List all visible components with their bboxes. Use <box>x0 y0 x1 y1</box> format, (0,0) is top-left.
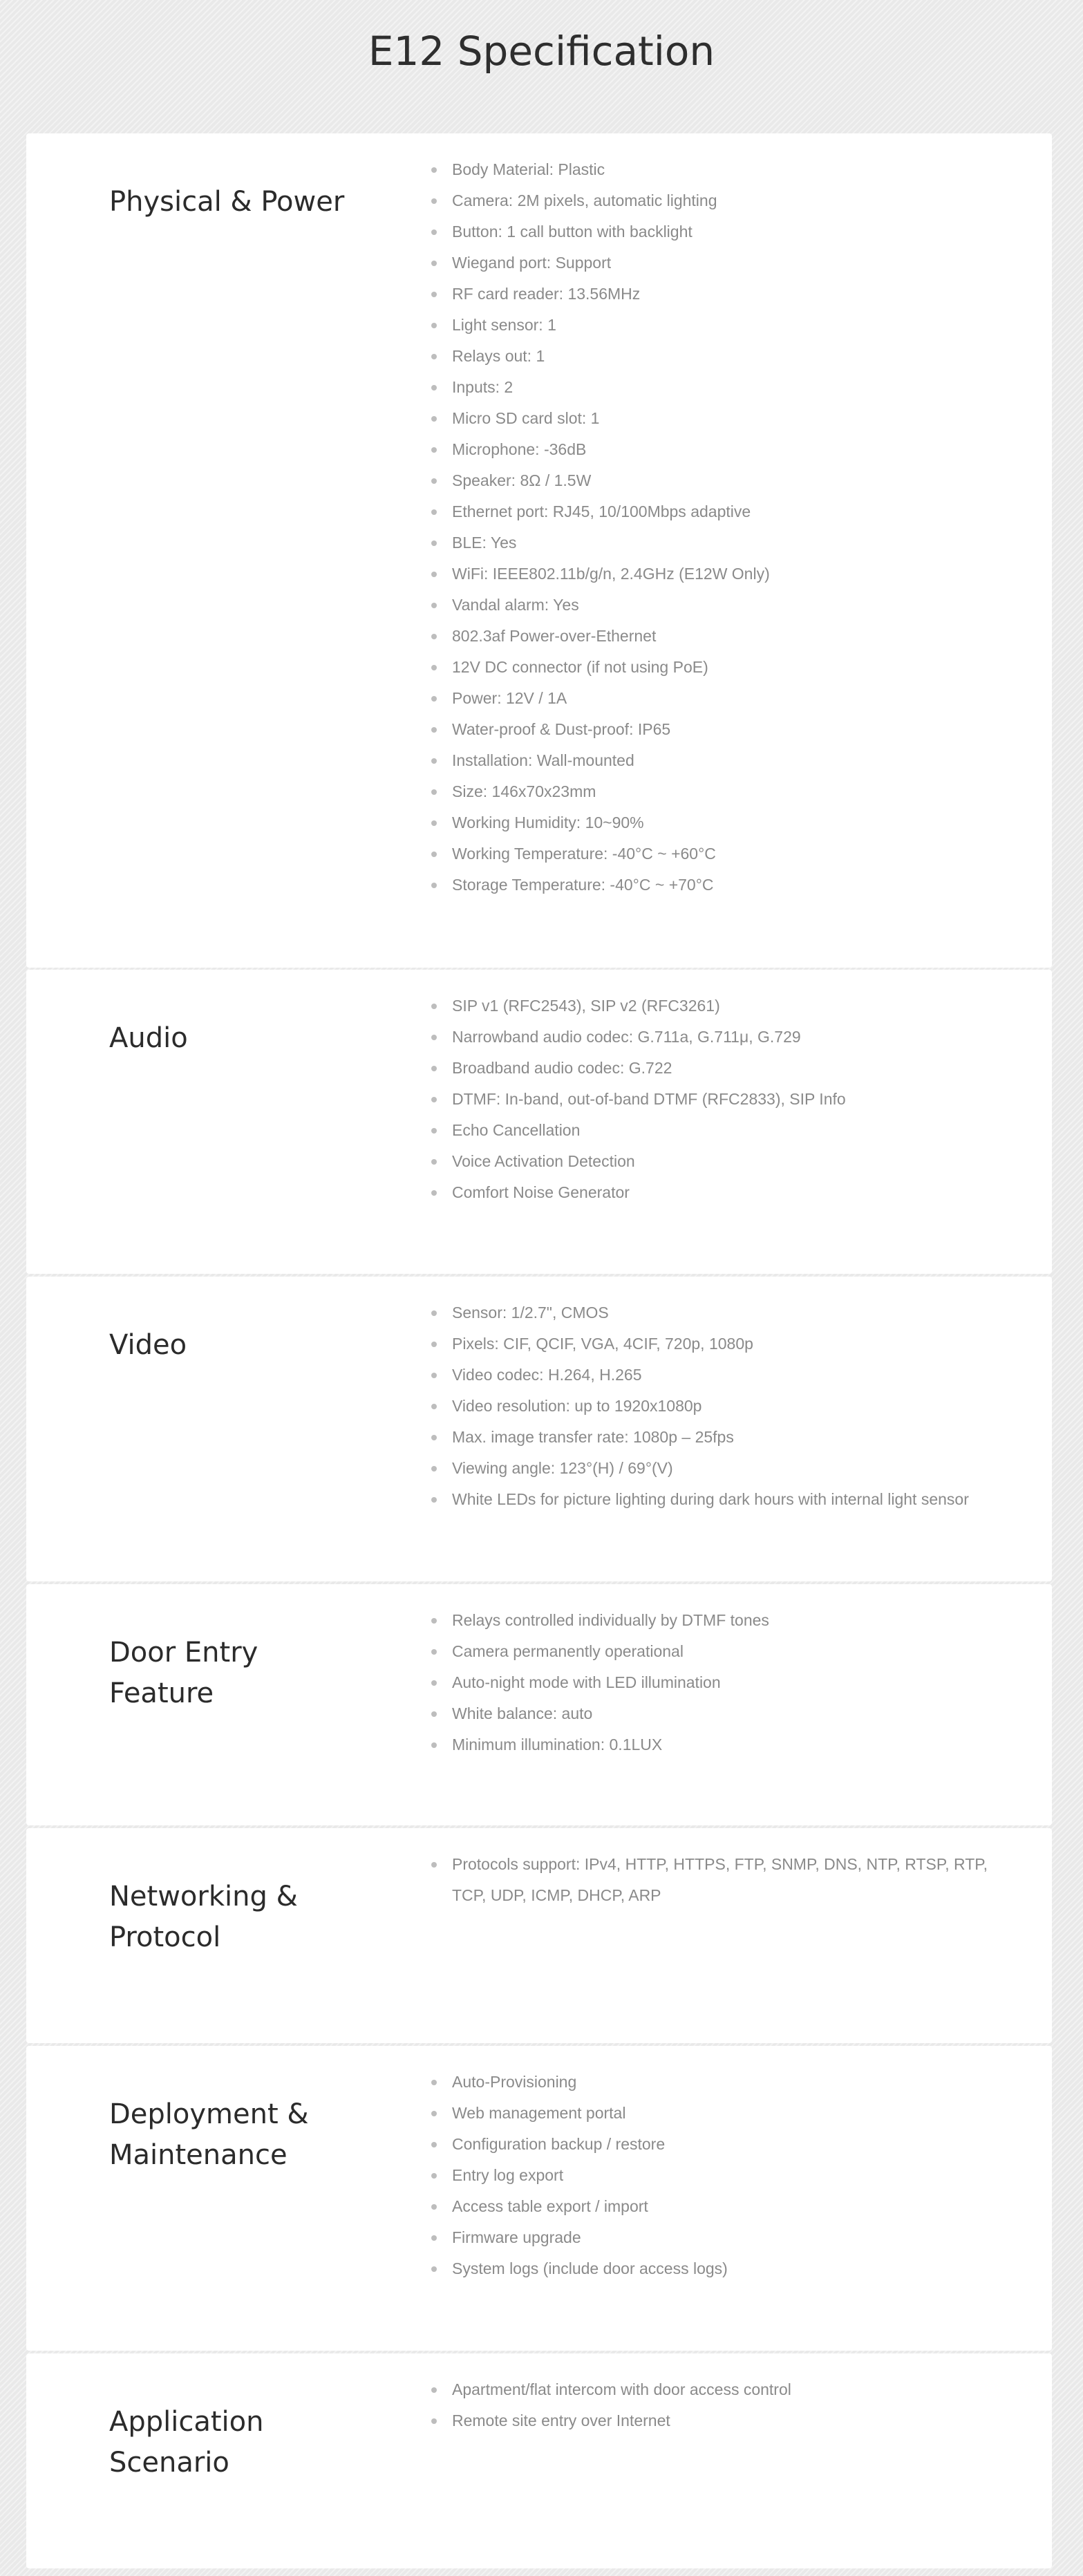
spec-list-item: Inputs: 2 <box>429 372 1009 403</box>
spec-list-item: BLE: Yes <box>429 527 1009 558</box>
section-heading: Networking & Protocol <box>109 1881 298 1953</box>
spec-list <box>429 1605 1009 1760</box>
spec-list-item: Light sensor: 1 <box>429 310 1009 341</box>
spec-list-item: Configuration backup / restore <box>429 2129 1009 2160</box>
spec-list <box>429 1297 1009 1515</box>
spec-list <box>429 2067 1009 2284</box>
spec-list-item: Installation: Wall-mounted <box>429 745 1009 776</box>
spec-list-item: SIP v1 (RFC2543), SIP v2 (RFC3261) <box>429 990 1009 1022</box>
spec-list-item: Web management portal <box>429 2098 1009 2129</box>
spec-list <box>429 990 1009 1208</box>
spec-list-item: Camera permanently operational <box>429 1636 1009 1667</box>
spec-list-item: Video resolution: up to 1920x1080p <box>429 1391 1009 1422</box>
section-heading: Door Entry Feature <box>109 1637 258 1709</box>
spec-list-item: 12V DC connector (if not using PoE) <box>429 652 1009 683</box>
section-heading: Deployment & Maintenance <box>109 2098 309 2171</box>
spec-list-item: Entry log export <box>429 2160 1009 2191</box>
spec-section-audio <box>26 970 1052 1274</box>
spec-list-item: Comfort Noise Generator <box>429 1177 1009 1208</box>
spec-list-item: Apartment/flat intercom with door access control <box>429 2374 1009 2405</box>
spec-list-item: Echo Cancellation <box>429 1115 1009 1146</box>
spec-list-item: RF card reader: 13.56MHz <box>429 279 1009 310</box>
section-heading: Physical & Power <box>109 186 345 218</box>
spec-list-item: Working Temperature: -40°C ~ +60°C <box>429 838 1009 869</box>
spec-section-application-scenario <box>26 2353 1052 2568</box>
spec-list-item: Minimum illumination: 0.1LUX <box>429 1729 1009 1760</box>
spec-list-item: Size: 146x70x23mm <box>429 776 1009 807</box>
spec-list-item: Sensor: 1/2.7", CMOS <box>429 1297 1009 1328</box>
spec-section-deployment-maintenance <box>26 2046 1052 2351</box>
spec-list-item: Camera: 2M pixels, automatic lighting <box>429 185 1009 216</box>
spec-list-item: Protocols support: IPv4, HTTP, HTTPS, FTP, SNMP, DNS, NTP, RTSP, RTP, TCP, UDP, ICMP, DHCP, ARP <box>429 1849 1009 1911</box>
spec-list-item: DTMF: In-band, out-of-band DTMF (RFC2833), SIP Info <box>429 1084 1009 1115</box>
spec-list-item: Pixels: CIF, QCIF, VGA, 4CIF, 720p, 1080p <box>429 1328 1009 1360</box>
spec-list-item: Speaker: 8Ω / 1.5W <box>429 465 1009 496</box>
section-heading: Video <box>109 1329 187 1361</box>
spec-list-item: Vandal alarm: Yes <box>429 590 1009 621</box>
spec-list-item: White balance: auto <box>429 1698 1009 1729</box>
spec-list-item: White LEDs for picture lighting during dark hours with internal light sensor <box>429 1484 1009 1515</box>
section-heading: Application Scenario <box>109 2406 264 2479</box>
spec-list <box>429 1849 1009 1911</box>
spec-list-item: Viewing angle: 123°(H) / 69°(V) <box>429 1453 1009 1484</box>
spec-list-item: Remote site entry over Internet <box>429 2405 1009 2436</box>
spec-list-item: Auto-Provisioning <box>429 2067 1009 2098</box>
spec-list-item: Microphone: -36dB <box>429 434 1009 465</box>
spec-list-item: Relays controlled individually by DTMF tones <box>429 1605 1009 1636</box>
spec-list-item: Water-proof & Dust-proof: IP65 <box>429 714 1009 745</box>
spec-list-item: 802.3af Power-over-Ethernet <box>429 621 1009 652</box>
spec-list-item: Firmware upgrade <box>429 2222 1009 2253</box>
spec-list-item: Auto-night mode with LED illumination <box>429 1667 1009 1698</box>
section-heading: Audio <box>109 1022 188 1054</box>
spec-list-item: Button: 1 call button with backlight <box>429 216 1009 247</box>
spec-list-item: Power: 12V / 1A <box>429 683 1009 714</box>
spec-list-item: Body Material: Plastic <box>429 154 1009 185</box>
spec-list-item: Ethernet port: RJ45, 10/100Mbps adaptive <box>429 496 1009 527</box>
spec-list-item: Micro SD card slot: 1 <box>429 403 1009 434</box>
spec-list-item: Broadband audio codec: G.722 <box>429 1053 1009 1084</box>
spec-section-networking-protocol <box>26 1828 1052 2043</box>
spec-list-item: Access table export / import <box>429 2191 1009 2222</box>
spec-list <box>429 2374 1009 2436</box>
spec-list-item: Max. image transfer rate: 1080p – 25fps <box>429 1422 1009 1453</box>
spec-list-item: Video codec: H.264, H.265 <box>429 1360 1009 1391</box>
spec-list-item: WiFi: IEEE802.11b/g/n, 2.4GHz (E12W Only) <box>429 558 1009 590</box>
spec-list-item: Voice Activation Detection <box>429 1146 1009 1177</box>
spec-section-video <box>26 1277 1052 1581</box>
spec-list-item: Working Humidity: 10~90% <box>429 807 1009 838</box>
spec-section-physical-power <box>26 133 1052 968</box>
spec-list-item: Storage Temperature: -40°C ~ +70°C <box>429 869 1009 901</box>
spec-list-item: Narrowband audio codec: G.711a, G.711μ, G.729 <box>429 1022 1009 1053</box>
page-title: E12 Specification <box>368 28 715 75</box>
spec-list-item: Wiegand port: Support <box>429 247 1009 279</box>
spec-list <box>429 154 1009 901</box>
spec-list-item: System logs (include door access logs) <box>429 2253 1009 2284</box>
spec-list-item: Relays out: 1 <box>429 341 1009 372</box>
spec-section-door-entry <box>26 1584 1052 1825</box>
